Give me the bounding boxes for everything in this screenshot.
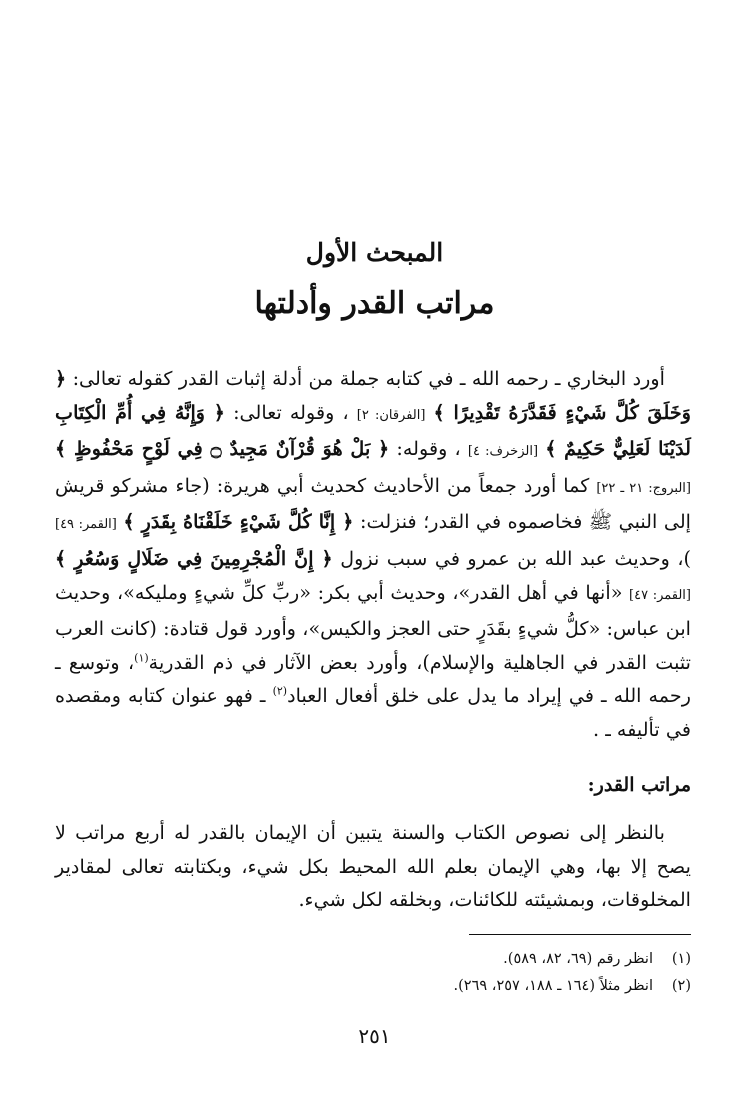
quran-verse: ﴿ وَخَلَقَ كُلَّ شَيْءٍ فَقَدَّرَهُ تَقْدِيرًا ﴾ <box>55 367 691 424</box>
paragraph-levels: بالنظر إلى نصوص الكتاب والسنة يتبين أن الإيمان بالقدر له أربع مراتب لا يصح إلا بها، وهي الإيمان بعلم الله المحيط بكل شيء، وبكتابته تعالى لمقادير المخلوقات، وبمشيئته للكائنات، وبخلقه لكل شيء. <box>55 821 691 912</box>
verse-reference: [الزخرف: ٤] <box>467 444 539 460</box>
text-segment: ، وتوسع ـ رحمه الله ـ في إيراد ما يدل على خلق أفعال العباد <box>55 650 691 708</box>
text-segment: ـ فهو عنوان كتابه ومقصده في تأليفه ـ . <box>55 684 691 741</box>
footnote-marker[interactable]: (٢) <box>272 684 288 698</box>
footnote-number: (٢) <box>671 978 691 994</box>
page-number: ٢٥١ <box>358 1024 391 1048</box>
subsection-title: مراتب القدر: <box>587 774 691 796</box>
text-segment: كما أورد جمعاً من الأحاديث كحديث أبي هريرة: (جاء مشركو قريش إلى النبي ﷺ فخاصموه في القدر؛ فنزلت: <box>55 473 691 534</box>
text-segment: )، وحديث عبد الله بن عمرو في سبب نزول <box>332 546 691 570</box>
verse-reference: [القمر: ٤٧] <box>629 587 691 603</box>
main-text-2 <box>55 816 691 917</box>
quran-verse: ﴿ بَلْ هُوَ قُرْآنٌ مَجِيدٌ ۝ فِي لَوْحٍ مَحْفُوظٍ ﴾ <box>55 437 390 461</box>
footnote-text: انظر رقم (٦٩، ٨٢، ٥٨٩). <box>503 951 653 967</box>
footnote-number: (١) <box>671 951 691 967</box>
footnote-item <box>55 946 691 973</box>
quran-verse: ﴿ وَإِنَّهُ فِي أُمِّ الْكِتَابِ لَدَيْنَا لَعَلِيٌّ حَكِيمٌ ﴾ <box>55 400 691 461</box>
verse-reference: [القمر: ٤٩] <box>55 517 117 533</box>
footnote-item <box>55 973 691 1000</box>
main-text <box>55 362 691 747</box>
verse-reference: [البروج: ٢١ ـ ٢٢] <box>596 480 691 496</box>
footnote-divider <box>469 934 691 935</box>
verse-reference: [الفرقان: ٢] <box>356 407 426 423</box>
text-segment: «أنها في أهل القدر»، وحديث أبي بكر: «ربِّ كلِّ شيءٍ ومليكه»، وحديث ابن عباس: «كلُّ شيءٍ بقَدَرٍ حتى العجز والكيس»، وأورد قول قتادة: (كانت العرب تثبت القدر في الجاهلية والإسلام)، وأورد بعض الآثار في ذم القدرية <box>55 580 691 674</box>
chapter-title: مراتب القدر وأدلتها <box>254 286 495 321</box>
footnote-text: انظر مثلاً (١٦٤ ـ ١٨٨، ٢٥٧، ٢٦٩). <box>453 978 653 994</box>
quran-verse: ﴿ إِنَّ الْمُجْرِمِينَ فِي ضَلَالٍ وَسُعُرٍ ﴾ <box>55 546 333 570</box>
text-segment: أورد البخاري ـ رحمه الله ـ في كتابه جملة من أدلة إثبات القدر كقوله تعالى: <box>66 367 665 390</box>
text-segment: ، وقوله: <box>389 437 461 461</box>
footnotes <box>55 946 691 1000</box>
section-heading: المبحث الأول <box>305 238 444 267</box>
text-segment: ، وقوله تعالى: <box>224 400 349 424</box>
quran-verse: ﴿ إِنَّا كُلَّ شَيْءٍ خَلَقْنَاهُ بِقَدَرٍ ﴾ <box>123 510 354 534</box>
footnote-marker[interactable]: (١) <box>134 651 149 665</box>
paragraph-bukhari <box>55 362 691 747</box>
